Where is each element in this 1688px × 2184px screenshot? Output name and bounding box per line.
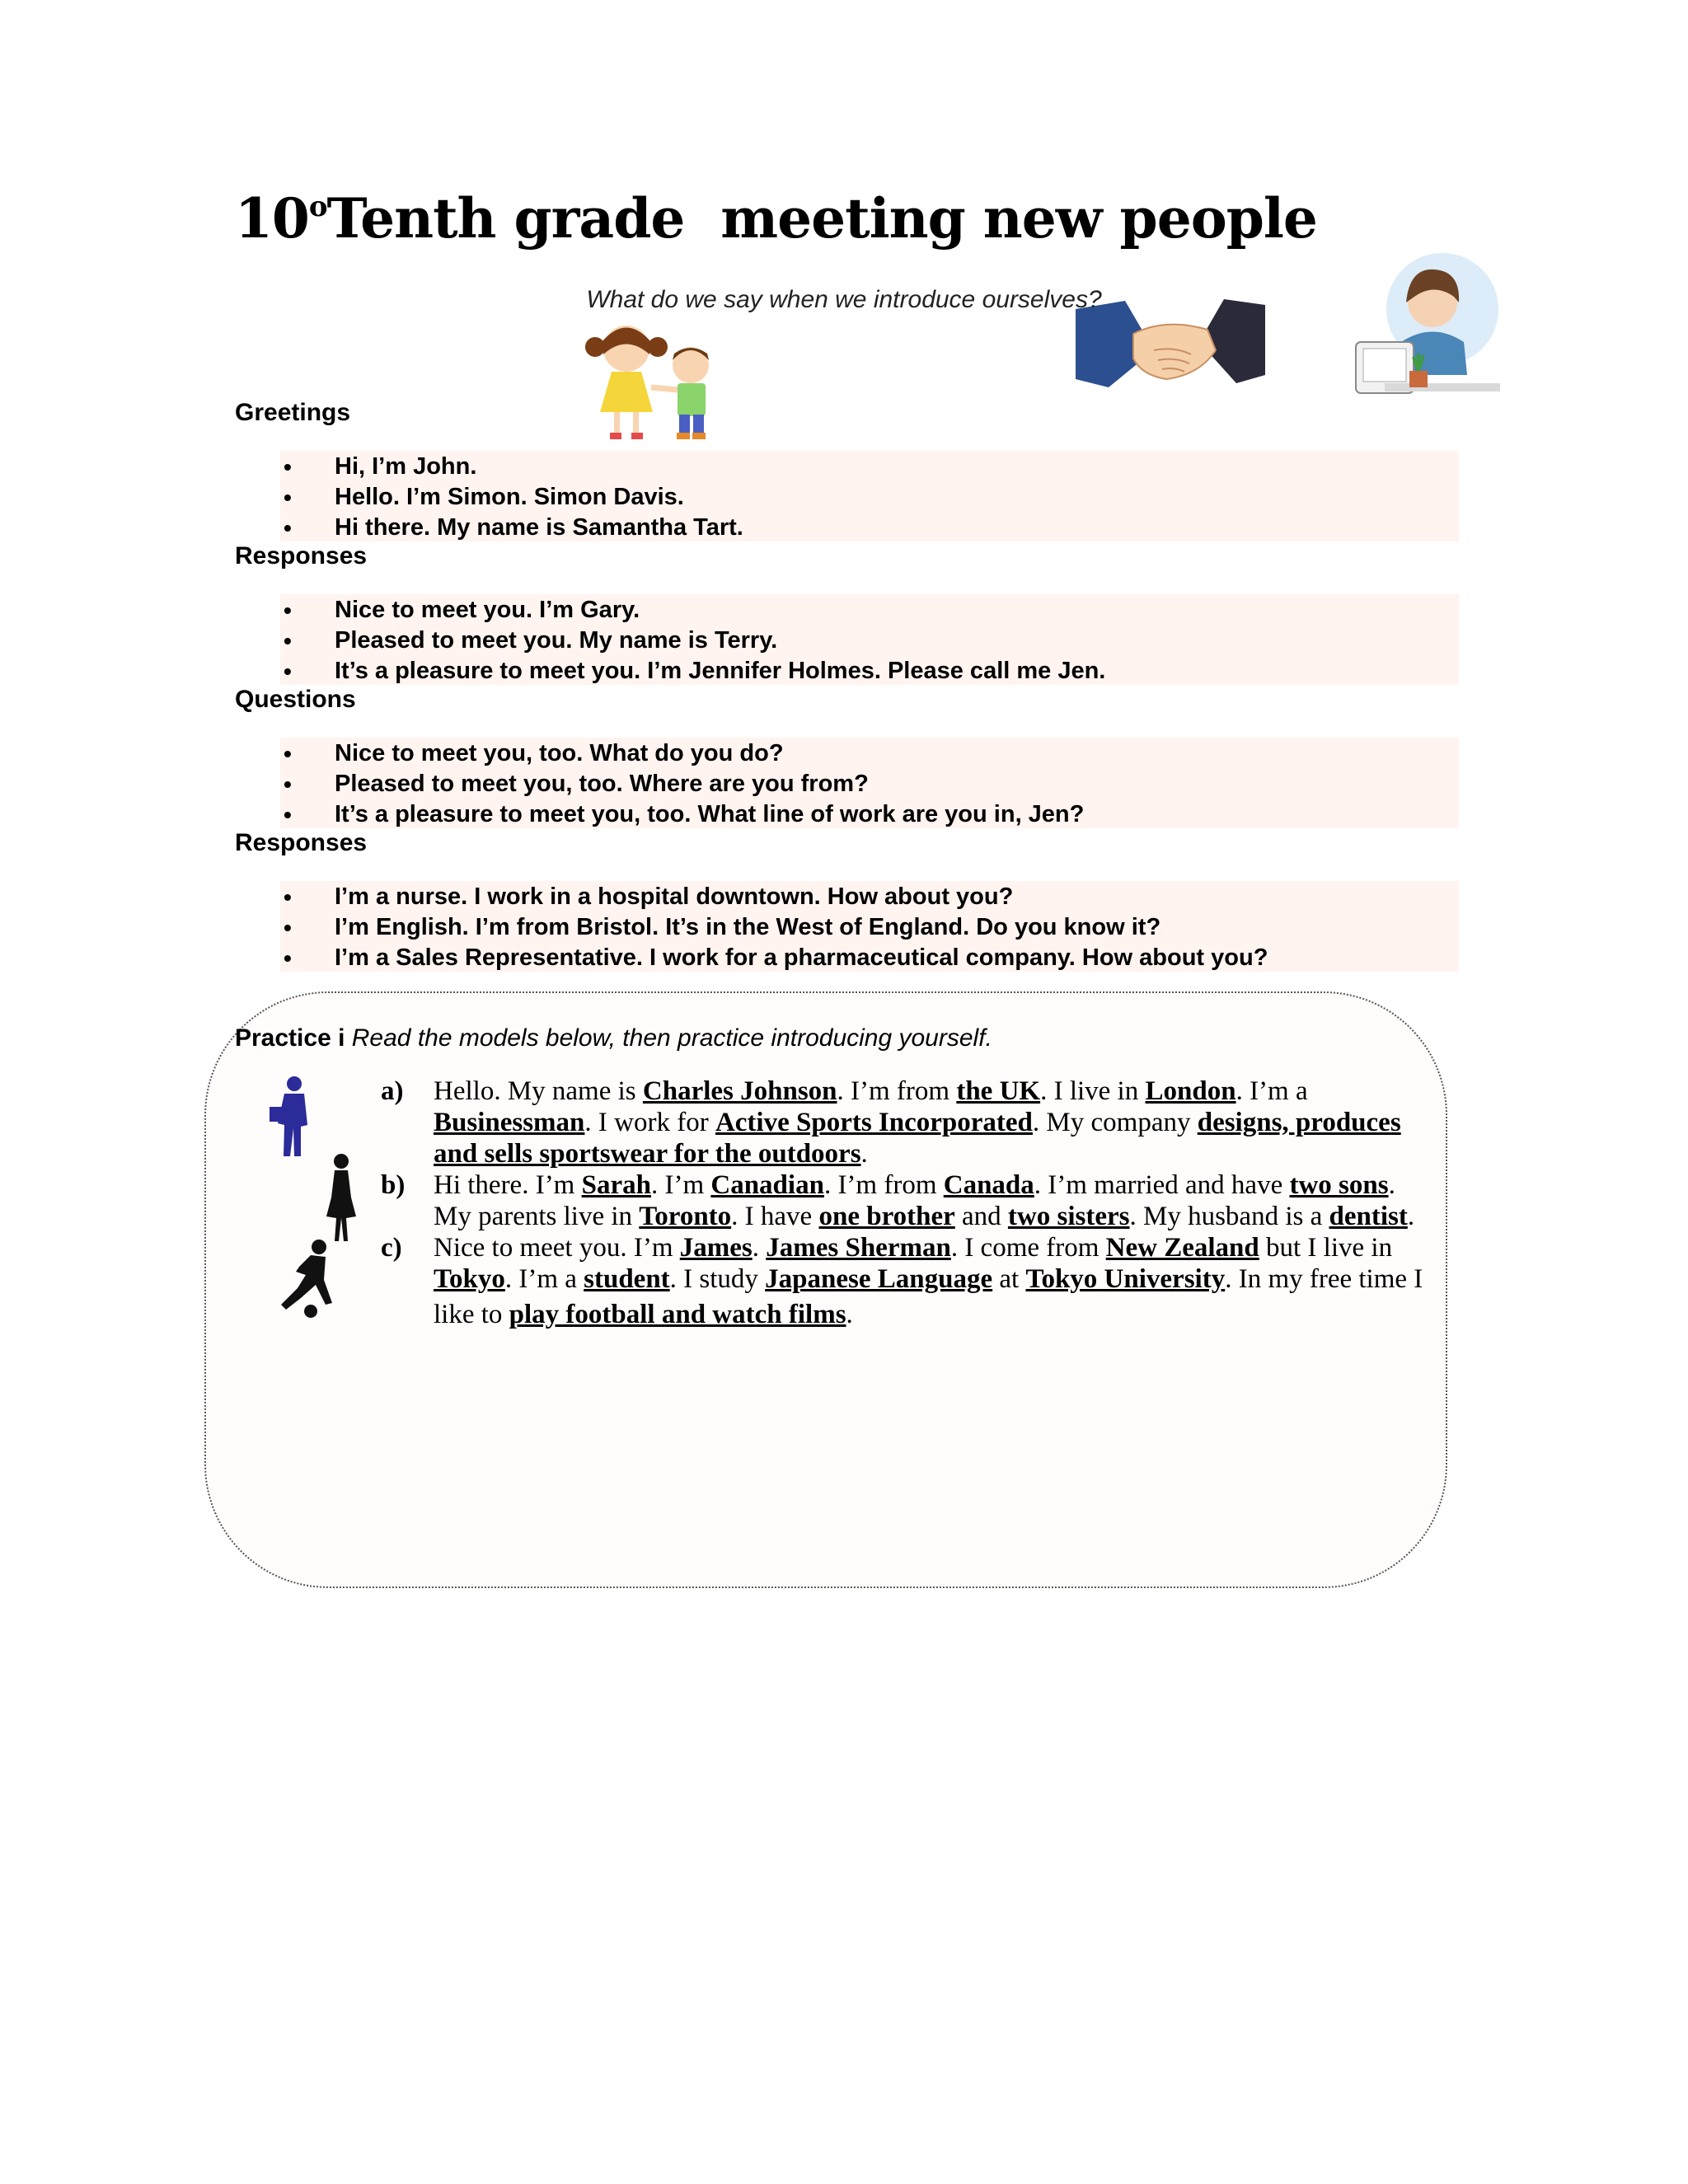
model-keyword: New Zealand (1105, 1233, 1259, 1263)
model-keyword: James Sherman (766, 1233, 951, 1263)
model-text: . I’m a (504, 1264, 584, 1294)
model-keyword: James (679, 1233, 753, 1263)
list-item: • I’m a nurse. I work in a hospital downtown. How about you? (280, 882, 1459, 912)
page-title (235, 186, 1317, 251)
model-text: . I come from (950, 1233, 1106, 1263)
football-player-silhouette-icon (276, 1239, 342, 1321)
model-text: . My husband is a (1129, 1202, 1329, 1231)
model-text: and (954, 1202, 1008, 1231)
list-item: • It’s a pleasure to meet you. I’m Jennifer Holmes. Please call me Jen. (280, 656, 1459, 687)
model-text: Nice to meet you. I’m (434, 1233, 680, 1263)
model-text: . In my free time I (1225, 1264, 1423, 1294)
model-keyword: Charles Johnson (642, 1076, 837, 1106)
practice-instruction (235, 1024, 992, 1052)
model-keyword: the UK (956, 1076, 1041, 1106)
list-item: • Nice to meet you. I’m Gary. (280, 595, 1459, 626)
section-heading-responses: Responses (235, 542, 368, 569)
practice-label: Practice i (235, 1024, 345, 1052)
list-item: • It’s a pleasure to meet you, too. What line of work are you in, Jen? (280, 799, 1459, 830)
list-item: • I’m a Sales Representative. I work for a pharmaceutical company. How about you? (280, 943, 1459, 973)
section-heading-greetings: Greetings (235, 399, 351, 426)
title-degree: o (308, 190, 327, 223)
model-text: like to (434, 1300, 509, 1329)
model-keyword: Canadian (710, 1170, 824, 1200)
model-text: . (752, 1233, 767, 1263)
model-text: . I’m a (1236, 1076, 1308, 1106)
model-text: . I live in (1040, 1076, 1146, 1106)
children-holding-hands-icon (577, 317, 742, 449)
title-number: 10 (235, 186, 309, 251)
model-text: . (846, 1300, 853, 1329)
model-text: at (992, 1264, 1026, 1294)
model-text: . My company (1032, 1108, 1198, 1137)
model-text: My parents live in (434, 1202, 640, 1231)
model-keyword: Tokyo (434, 1264, 505, 1294)
model-keyword: two sisters (1007, 1202, 1130, 1231)
model-c (379, 1232, 1451, 1334)
practice-models (379, 1076, 1451, 1334)
list-item: • Hello. I’m Simon. Simon Davis. (280, 482, 1459, 513)
model-text: . I study (669, 1264, 766, 1294)
model-text: . (860, 1139, 868, 1169)
model-keyword: Japanese Language (765, 1264, 993, 1294)
model-keyword: dentist (1329, 1202, 1408, 1231)
model-text: Hi there. I’m (434, 1170, 582, 1200)
model-b (379, 1169, 1451, 1232)
model-text: . I’m married and have (1034, 1170, 1290, 1200)
model-letter: a) (381, 1076, 404, 1106)
subtitle: What do we say when we introduce ourselves? (586, 286, 1102, 313)
model-letter: b) (381, 1170, 406, 1200)
model-text: Hello. My name is (434, 1076, 643, 1106)
model-a (379, 1076, 1451, 1169)
model-keyword: Sarah (581, 1170, 651, 1200)
businessman-silhouette-icon (268, 1074, 317, 1160)
responses-2-list (280, 882, 1459, 973)
section-heading-questions: Questions (235, 686, 356, 713)
list-item: • Pleased to meet you. My name is Terry. (280, 626, 1459, 656)
model-text: but I live in (1259, 1233, 1393, 1263)
greetings-list (280, 452, 1459, 543)
model-keyword: Canada (943, 1170, 1034, 1200)
model-keyword: Businessman (434, 1108, 585, 1137)
model-text: . I work for (584, 1108, 715, 1137)
model-letter: c) (381, 1233, 402, 1263)
model-text: . I’m from (837, 1076, 957, 1106)
model-keyword: two sons (1289, 1170, 1389, 1200)
title-text: Tenth grade meeting new people (326, 186, 1317, 251)
model-keyword: Toronto (639, 1202, 732, 1231)
list-item: • Nice to meet you, too. What do you do? (280, 738, 1459, 769)
model-text: . I’m from (823, 1170, 944, 1200)
model-keyword: Active Sports Incorporated (715, 1108, 1033, 1137)
model-text: . I have (731, 1202, 819, 1231)
model-text: . I’m (650, 1170, 711, 1200)
questions-list (280, 738, 1459, 830)
practice-instruction-text: Read the models below, then practice introducing yourself. (351, 1024, 992, 1052)
model-keyword: designs, produces and sells sportswear for the outdoors (434, 1108, 1401, 1169)
model-text: . (1407, 1202, 1415, 1231)
model-keyword: one brother (818, 1202, 955, 1231)
model-keyword: London (1145, 1076, 1236, 1106)
responses-list (280, 595, 1459, 687)
woman-silhouette-icon (323, 1152, 360, 1243)
model-keyword: Tokyo University (1025, 1264, 1226, 1294)
model-keyword: play football and watch films (509, 1300, 846, 1329)
list-item: • I’m English. I’m from Bristol. It’s in the West of England. Do you know it? (280, 912, 1459, 943)
office-worker-icon (1352, 251, 1508, 404)
list-item: • Hi, I’m John. (280, 452, 1459, 482)
model-text: . (1388, 1170, 1395, 1200)
list-item: • Pleased to meet you, too. Where are you from? (280, 769, 1459, 799)
section-heading-responses-2: Responses (235, 829, 368, 856)
model-keyword: student (584, 1264, 670, 1294)
list-item: • Hi there. My name is Samantha Tart. (280, 513, 1459, 543)
